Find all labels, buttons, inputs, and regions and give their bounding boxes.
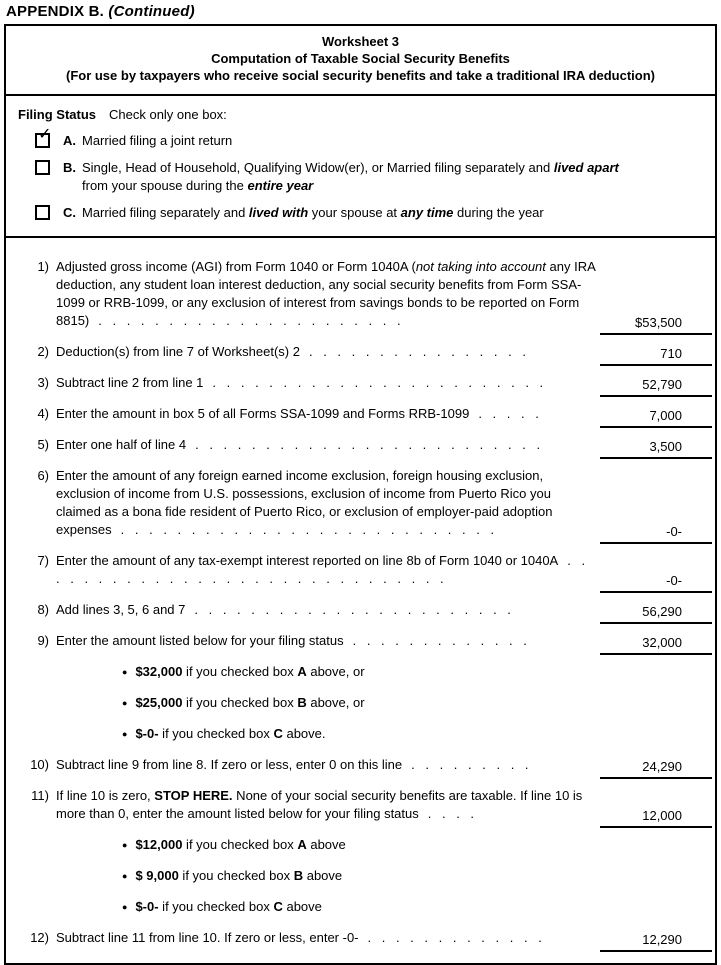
bullet-icon: ● [122,698,128,708]
line-number: 11) [31,788,49,803]
filing-status-section [6,96,715,238]
amount-value: 710 [660,346,682,361]
filing-option-c [18,204,703,222]
filing-option-a [18,126,703,150]
option-letter: A. [63,133,76,148]
line-number: 9) [37,633,49,648]
bullet-item [6,898,715,916]
amount-value: 24,290 [642,759,682,774]
option-letter: C. [63,205,76,220]
amount-field-line-8[interactable] [600,604,712,624]
dot-leader: . . . . . . . . . . . . . . . . . . . . . . . . . . . . . . [56,553,586,586]
checkbox-c[interactable] [35,205,50,220]
dot-leader: . . . . . . . . . . . . . . . . . . . . . . [98,313,401,328]
line-text: Enter the amount of any foreign earned income exclusion, foreign housing exclusion, exclusion of income from U.S. possessions, exclusion of income from Puerto Rico you claimed as a bona fide resident of Puerto Rico, or exclusion of employer-paid adoption expenses . . . . . . . . . . . . . . . . . . . . . . . . . . . [56,468,553,537]
line-text: Adjusted gross income (AGI) from Form 1040 or Form 1040A (not taking into account any IRA deduction, any student loan interest deduction, any social security benefits from Form SSA-1099 or RRB-1099, or any exclusion of interest from savings bonds to be reported on Form 8815) . . . . . . . . . . . . . . . . . . . . . . [56,259,596,328]
line-text: Enter the amount listed below for your filing status . . . . . . . . . . . . . [56,633,527,648]
line-number: 2) [37,344,49,359]
amount-field-line-12[interactable] [600,932,712,952]
line-text: Enter the amount in box 5 of all Forms SSA-1099 and Forms RRB-1099 . . . . . [56,406,539,421]
line-number: 5) [37,437,49,452]
bullet-text: ● $25,000 if you checked box B above, or [122,695,365,710]
worksheet-lines [6,238,715,963]
amount-value: 32,000 [642,635,682,650]
amount-value: 12,000 [642,808,682,823]
bullet-text: ● $ 9,000 if you checked box B above [122,868,343,883]
amount-field-line-10[interactable] [600,759,712,779]
worksheet-line-12 [6,929,715,947]
amount-value: -0- [666,524,682,539]
bullet-icon: ● [122,902,128,912]
filing-status-head [18,106,703,123]
worksheet-line-10 [6,756,715,774]
dot-leader: . . . . . . . . . . . . . . . . . . . . . . . . [212,375,544,390]
bullet-item [6,867,715,885]
amount-field-line-5[interactable] [600,439,712,459]
worksheet-line-2 [6,343,715,361]
line-number: 10) [30,757,49,772]
amount-field-line-1[interactable] [600,315,712,335]
worksheet-line-11 [6,787,715,823]
line-number: 3) [37,375,49,390]
bullet-item [6,663,715,681]
line-number: 1) [37,259,49,274]
worksheet-note: (For use by taxpayers who receive social security benefits and take a traditional IRA deduction) [65,68,656,83]
dot-leader: . . . . [427,806,475,821]
option-letter: B. [63,160,76,175]
check-icon: ✓ [38,126,52,143]
filing-status-instruction: Check only one box: [109,107,227,122]
page-title [0,0,721,24]
amount-value: 56,290 [642,604,682,619]
dot-leader: . . . . . . . . . . . . . . . . . . . . . . . . . [195,437,541,452]
worksheet-line-7 [6,552,715,588]
line-number: 4) [37,406,49,421]
bullet-text: ● $12,000 if you checked box A above [122,837,346,852]
worksheet-line-4 [6,405,715,423]
amount-value: 12,290 [642,932,682,947]
bullet-text: ● $-0- if you checked box C above [122,899,322,914]
option-text: Married filing separately and lived with your spouse at any time during the year [82,205,544,220]
bullet-item [6,694,715,712]
dot-leader: . . . . . . . . . . . . . [352,633,527,648]
appendix-label: APPENDIX B. [6,3,109,20]
worksheet-line-8 [6,601,715,619]
line-text: Subtract line 11 from line 10. If zero or less, enter -0- . . . . . . . . . . . . . [56,930,542,945]
bullet-text: ● $-0- if you checked box C above. [122,726,326,741]
amount-field-line-2[interactable] [600,346,712,366]
amount-field-line-11[interactable] [600,808,712,828]
worksheet-header [6,26,715,96]
line-text: Subtract line 2 from line 1 . . . . . . . . . . . . . . . . . . . . . . . . [56,375,544,390]
dot-leader: . . . . . [478,406,539,421]
amount-field-line-4[interactable] [600,408,712,428]
bullet-item [6,725,715,743]
worksheet-line-6 [6,467,715,539]
bullet-icon: ● [122,840,128,850]
line-text: Enter one half of line 4 . . . . . . . . . . . . . . . . . . . . . . . . . [56,437,541,452]
worksheet-line-1 [6,258,715,330]
filing-option-b [18,159,703,195]
line-text: Enter the amount of any tax-exempt interest reported on line 8b of Form 1040 or 1040A . . . . . . . . . . . . . . . . . . . . . . . . . . . . . . [56,553,586,586]
worksheet-subtitle: Computation of Taxable Social Security Benefits [211,51,510,66]
dot-leader: . . . . . . . . . . . . . . . . [308,344,526,359]
worksheet-line-9 [6,632,715,650]
line-text: Subtract line 9 from line 8. If zero or less, enter 0 on this line . . . . . . . . . [56,757,529,772]
bullet-text: ● $32,000 if you checked box A above, or [122,664,365,679]
option-text: Married filing a joint return [82,133,233,148]
line-number: 7) [37,553,49,568]
filing-status-label: Filing Status [18,107,96,122]
line-text: If line 10 is zero, STOP HERE. None of your social security benefits are taxable. If line 10 is more than 0, enter the amount listed below for your filing status . . . . [56,788,583,821]
option-text: Single, Head of Household, Qualifying Widow(er), or Married filing separately and lived apart from your spouse during the entire year [82,160,619,193]
amount-value: 52,790 [642,377,682,392]
amount-value: 7,000 [649,408,682,423]
amount-value: 3,500 [649,439,682,454]
dot-leader: . . . . . . . . . [411,757,529,772]
worksheet-box [4,24,717,965]
line-number: 12) [30,930,49,945]
worksheet-line-3 [6,374,715,392]
bullet-item [6,836,715,854]
amount-value: $53,500 [635,315,682,330]
amount-field-line-7[interactable] [600,573,712,593]
dot-leader: . . . . . . . . . . . . . . . . . . . . . . . [194,602,511,617]
line-number: 6) [37,468,49,483]
bullet-icon: ● [122,729,128,739]
line-text: Deduction(s) from line 7 of Worksheet(s) 2 . . . . . . . . . . . . . . . . [56,344,526,359]
checkbox-b[interactable] [35,160,50,175]
amount-value: -0- [666,573,682,588]
checkbox-a[interactable] [35,126,52,148]
appendix-continued-label: (Continued) [108,3,195,20]
amount-field-line-9[interactable] [600,635,712,655]
bullet-icon: ● [122,667,128,677]
bullet-icon: ● [122,871,128,881]
worksheet-line-5 [6,436,715,454]
worksheet-title: Worksheet 3 [321,34,400,49]
dot-leader: . . . . . . . . . . . . . [367,930,542,945]
line-number: 8) [37,602,49,617]
amount-field-line-6[interactable] [600,524,712,544]
amount-field-line-3[interactable] [600,377,712,397]
line-text: Add lines 3, 5, 6 and 7 . . . . . . . . . . . . . . . . . . . . . . . [56,602,511,617]
dot-leader: . . . . . . . . . . . . . . . . . . . . . . . . . . . [120,522,495,537]
